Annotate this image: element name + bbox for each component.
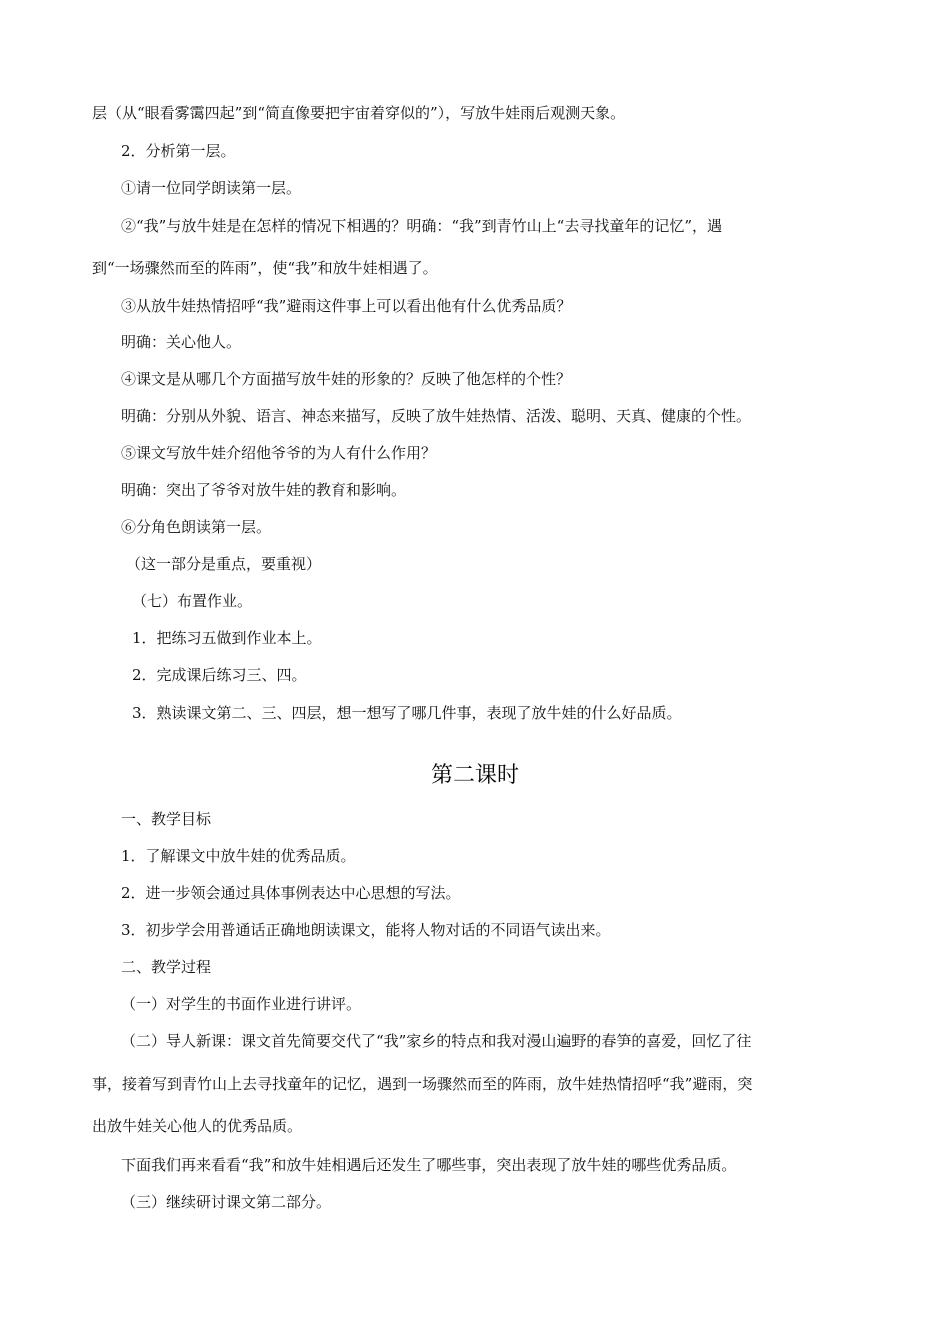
paragraph-line: 一、教学目标 — [121, 810, 212, 828]
paragraph-line: ④课文是从哪几个方面描写放牛娃的形象的？反映了他怎样的个性？ — [121, 370, 572, 388]
paragraph-line: 1．把练习五做到作业本上。 — [132, 629, 322, 647]
paragraph-line: 明确：突出了爷爷对放牛娃的教育和影响。 — [121, 481, 407, 499]
paragraph-line: （三）继续研讨课文第二部分。 — [121, 1193, 332, 1211]
paragraph-line: 3．熟读课文第二、三、四层，想一想写了哪几件事，表现了放牛娃的什么好品质。 — [132, 704, 682, 722]
paragraph-line: 事，接着写到青竹山上去寻找童年的记忆，遇到一场骤然而至的阵雨，放牛娃热情招呼“我”避雨，突 — [92, 1075, 753, 1093]
paragraph-line: 到“一场骤然而至的阵雨”，使“我”和放牛娃相遇了。 — [92, 259, 438, 277]
paragraph-line: （二）导人新课：课文首先简要交代了“我”家乡的特点和我对漫山遍野的春笋的喜爱，回忆了往 — [121, 1032, 752, 1050]
paragraph-line: （这一部分是重点，要重视） — [126, 555, 322, 573]
paragraph-line: 2．分析第一层。 — [121, 142, 236, 160]
paragraph-line: 2．完成课后练习三、四。 — [132, 666, 307, 684]
paragraph-line: ①请一位同学朗读第一层。 — [121, 179, 302, 197]
paragraph-line: 下面我们再来看看“我”和放牛娃相遇后还发生了哪些事，突出表现了放牛娃的哪些优秀品质。 — [121, 1156, 737, 1174]
paragraph-line: ⑤课文写放牛娃介绍他爷爷的为人有什么作用？ — [121, 444, 437, 462]
paragraph-line: ⑥分角色朗读第一层。 — [121, 518, 272, 536]
paragraph-line: （一）对学生的书面作业进行讲评。 — [121, 995, 362, 1013]
paragraph-line: ②“我”与放牛娃是在怎样的情况下相遇的？明确：“我”到青竹山上“去寻找童年的记忆”，遇 — [121, 217, 723, 235]
section-title: 第二课时 — [430, 763, 519, 788]
paragraph-line: 1．了解课文中放牛娃的优秀品质。 — [121, 847, 356, 865]
paragraph-line: 明确：关心他人。 — [121, 333, 242, 351]
paragraph-line: 二、教学过程 — [121, 958, 212, 976]
paragraph-line: ③从放牛娃热情招呼“我”避雨这件事上可以看出他有什么优秀品质？ — [121, 297, 572, 315]
paragraph-line: 出放牛娃关心他人的优秀品质。 — [92, 1117, 303, 1135]
paragraph-line: 3．初步学会用普通话正确地朗读课文，能将人物对话的不同语气读出来。 — [121, 921, 611, 939]
paragraph-line: 层（从“眼看雾霭四起”到“简直像要把宇宙着穿似的”），写放牛娃雨后观测天象。 — [92, 104, 626, 122]
paragraph-line: （七）布置作业。 — [132, 592, 253, 610]
paragraph-line: 2．进一步领会通过具体事例表达中心思想的写法。 — [121, 884, 461, 902]
paragraph-line: 明确：分别从外貌、语言、神态来描写，反映了放牛娃热情、活泼、聪明、天真、健康的个性。 — [121, 407, 752, 425]
